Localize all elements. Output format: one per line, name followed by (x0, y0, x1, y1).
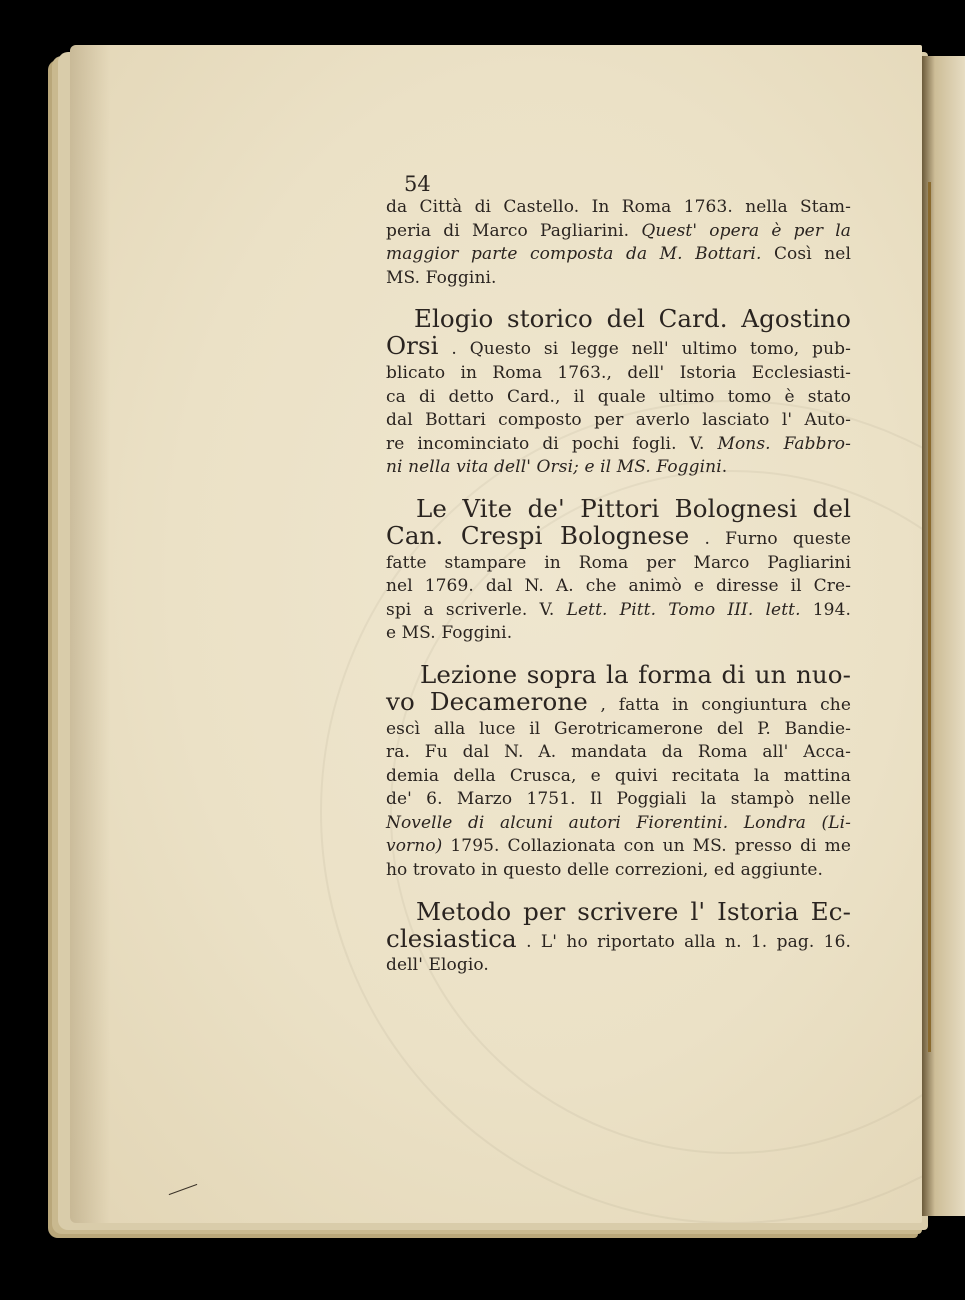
entry-heading: Le Vite de' Pittori Bolognesi del (416, 493, 851, 523)
entry-heading: Elogio storico del Card. Agostino (414, 304, 851, 334)
text-line: e MS. Foggini. (386, 623, 513, 644)
text-line: dal Bottari composto per averlo lasciato l' Auto- (386, 410, 851, 431)
text-column (386, 178, 851, 978)
entry-vite-pittori (386, 494, 851, 646)
text-line: de' 6. Marzo 1751. Il Poggiali la stampò nelle (386, 789, 851, 810)
entry-metodo (386, 897, 851, 978)
page-number: 54 (404, 172, 431, 196)
text-line: peria di Marco Pagliarini. Quest' opera è per la (386, 220, 851, 241)
text-line: dell' Elogio. (386, 955, 489, 976)
text-line: ni nella vita dell' Orsi; e il MS. Foggini. (386, 457, 728, 478)
text-line: vorno) 1795. Collazionata con un MS. presso di me (386, 836, 851, 857)
text-line: MS. Foggini. (386, 267, 497, 288)
text-line: da Città di Castello. In Roma 1763. nella Stam- (386, 197, 851, 217)
intro-paragraph (386, 196, 851, 290)
text-line: ho trovato in questo delle correzioni, ed aggiunte. (386, 860, 824, 881)
text-line: nel 1769. dal N. A. che animò e diresse il Cre- (386, 576, 851, 597)
text-line: clesiastica . L' ho riportato alla n. 1. pag. 16. (386, 923, 851, 953)
entry-elogio (386, 304, 851, 480)
entry-lezione (386, 660, 851, 883)
text-line: fatte stampare in Roma per Marco Pagliarini (386, 552, 851, 573)
text-line: Orsi . Questo si legge nell' ultimo tomo, pub- (386, 331, 851, 361)
text-line: Can. Crespi Bolognese . Furno queste (386, 520, 851, 550)
text-line: ca di detto Card., il quale ultimo tomo è stato (386, 386, 851, 407)
text-line: maggior parte composta da M. Bottari. Così nel (386, 244, 851, 265)
text-line: demia della Crusca, e quivi recitata la mattina (386, 765, 851, 786)
gutter-thread (928, 182, 931, 1052)
text-line: ra. Fu dal N. A. mandata da Roma all' Acca- (386, 742, 851, 763)
entry-heading: Lezione sopra la forma di un nuo- (420, 659, 851, 689)
text-line: re incominciato di pochi fogli. V. Mons. Fabbro- (386, 433, 851, 454)
text-line: blicato in Roma 1763., dell' Istoria Ecclesiasti- (386, 362, 851, 383)
text-line: spi a scriverle. V. Lett. Pitt. Tomo III. lett. 194. (386, 599, 851, 620)
entry-heading: Metodo per scrivere l' Istoria Ec- (416, 896, 851, 926)
text-line: Novelle di alcuni autori Fiorentini. Londra (Li- (386, 812, 851, 833)
text-line: vo Decamerone , fatta in congiuntura che (386, 686, 851, 716)
text-line: escì alla luce il Gerotricamerone del P. Bandie- (386, 718, 851, 739)
